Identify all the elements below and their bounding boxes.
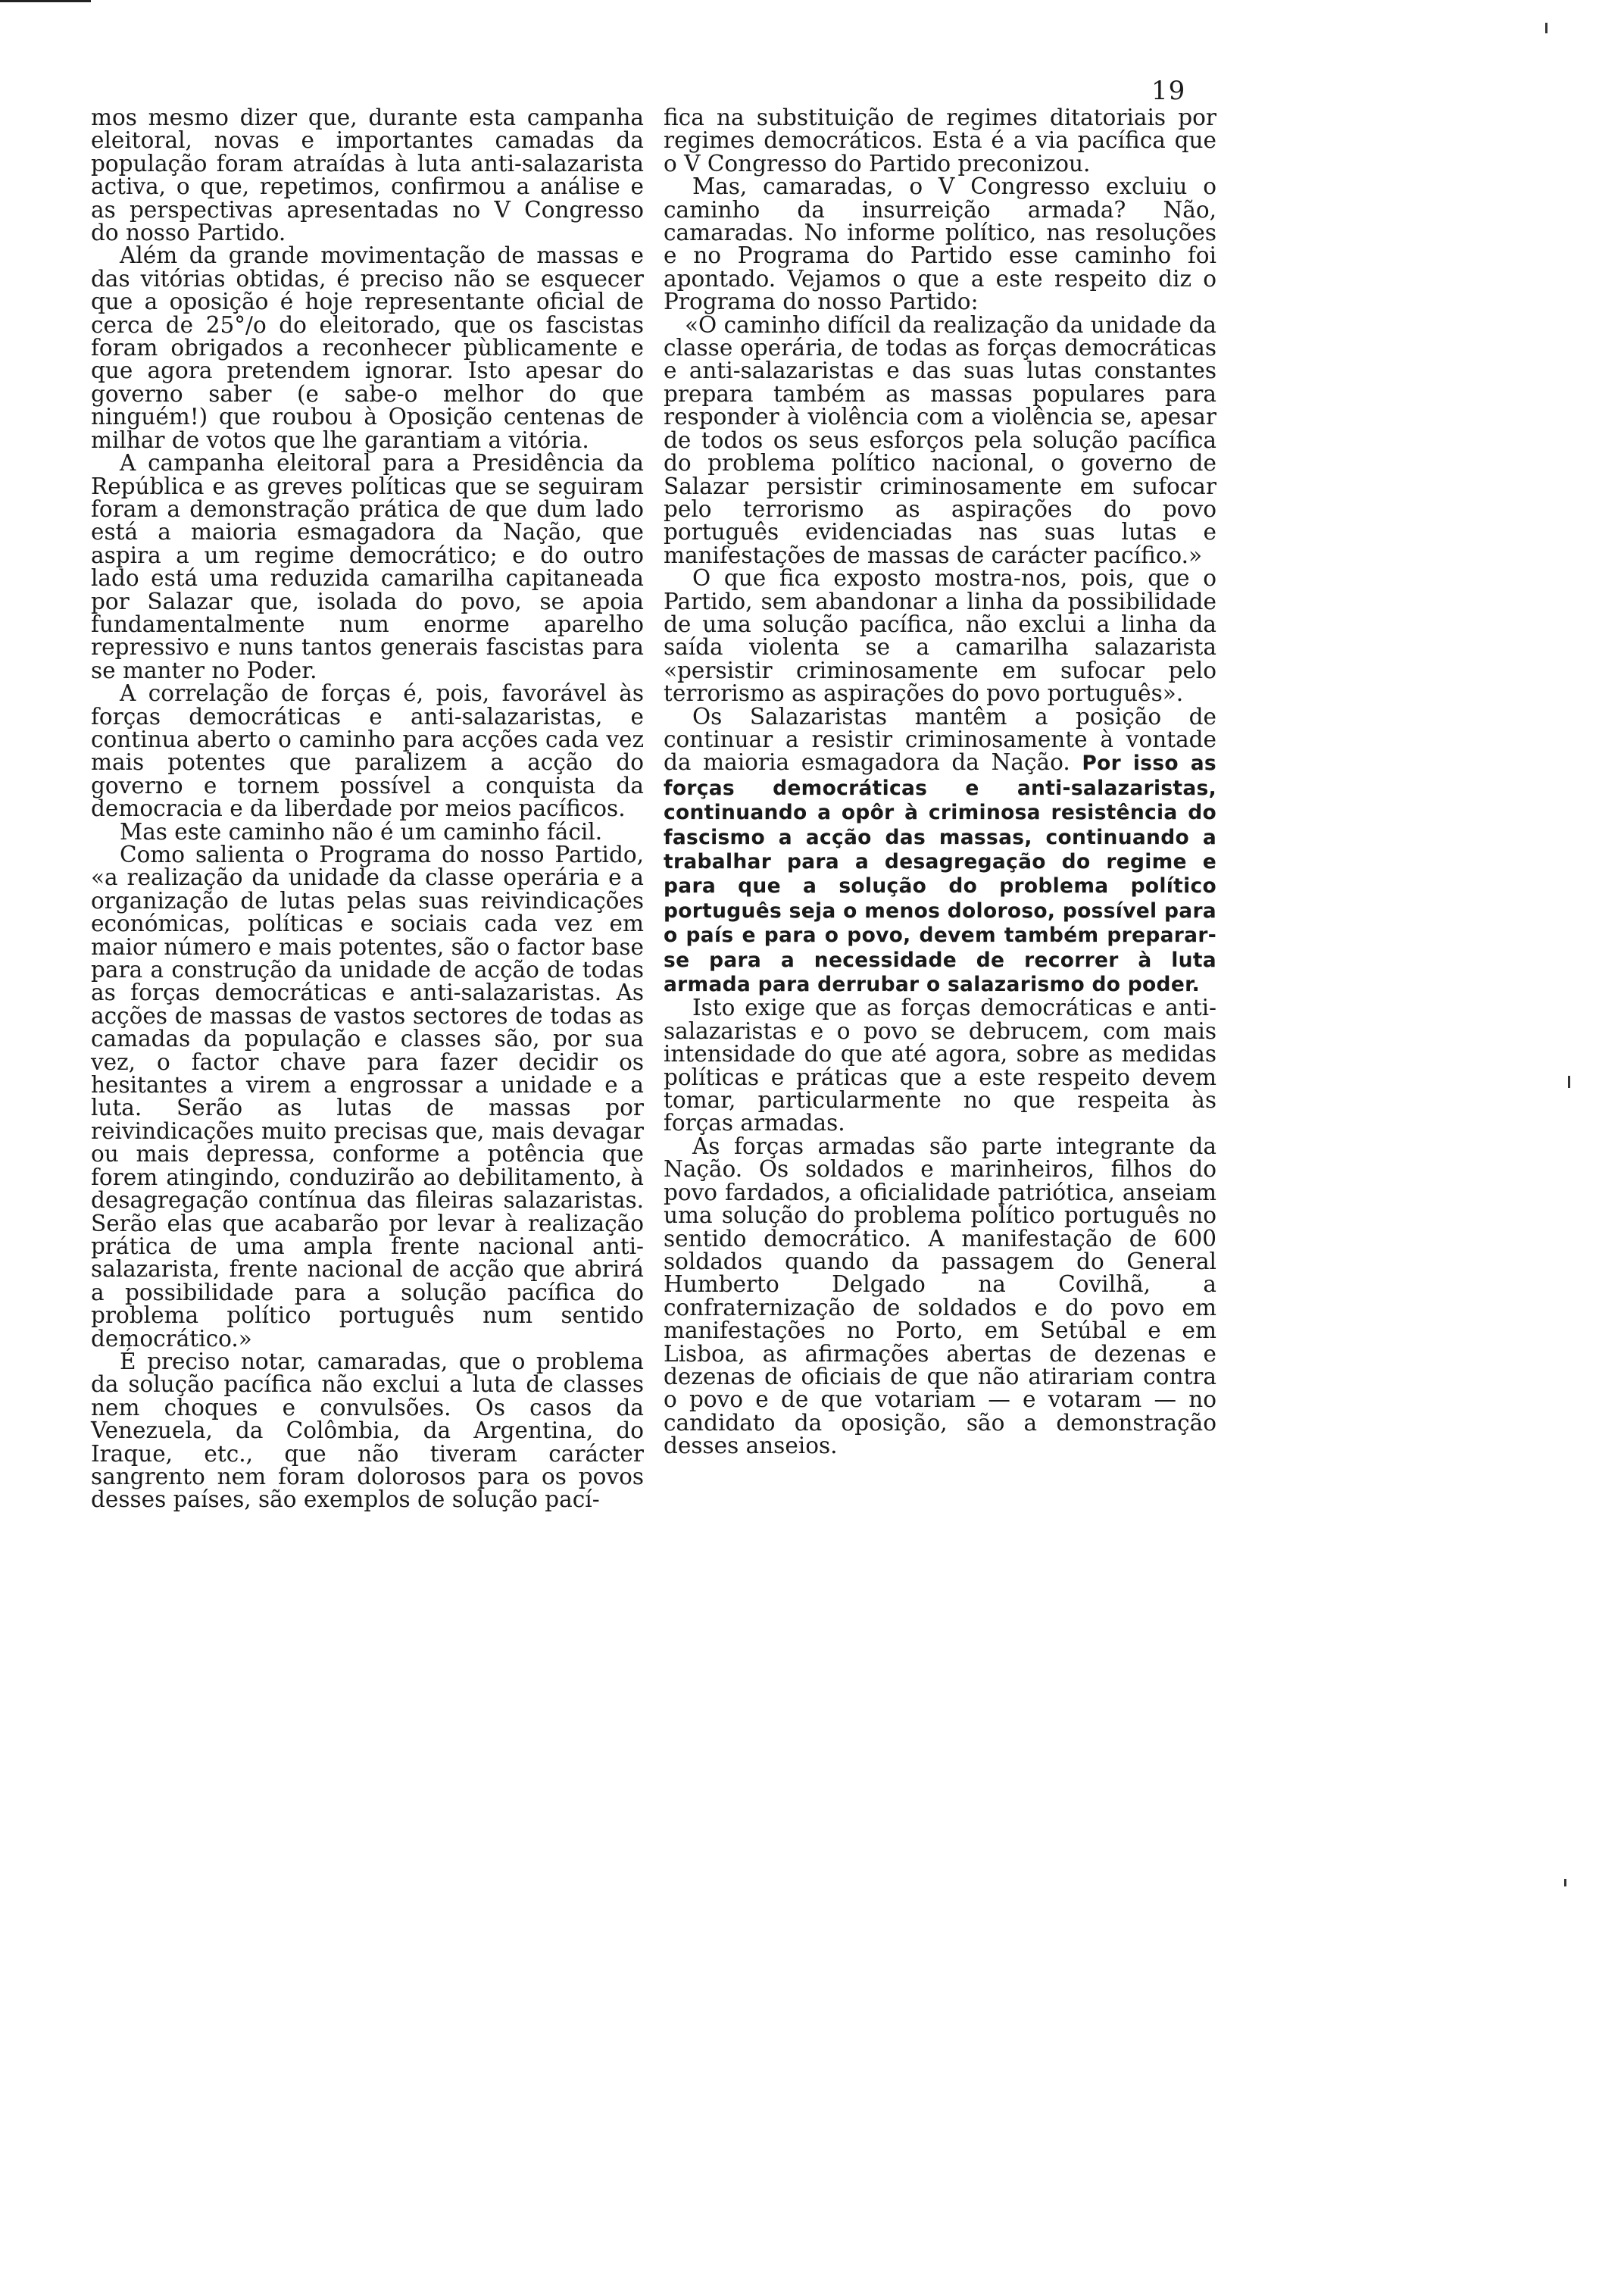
right-paragraph: fica na substituição de regimes ditatoriais por regimes democráticos. Esta é a via pacífica que o V Congresso do Partido preconizou. <box>664 105 1216 177</box>
right-paragraph-text: Os Salazaristas mantêm a posição de continuar a resistir criminosamente à vontade da maioria esmagadora da Nação. <box>664 703 1216 776</box>
scan-margin-mark <box>1568 1076 1570 1088</box>
program-quote: «O caminho difícil da realização da unidade da classe operária, de todas as forças democráticas e anti-salazaristas e das suas lutas constantes prepara também as massas populares para responder à violência com a violência se, apesar de todos os seus esforços pela solução pacífica do problema político nacional, o governo de Salazar persistir criminosamente em sufocar pelo terrorismo as aspirações do povo português evidenciadas nas suas lutas e manifestações de massas de carácter pacífico.» <box>664 311 1216 568</box>
right-paragraph: O que fica exposto mostra-nos, pois, que o Partido, sem abandonar a linha da possibilidade de uma solução pacífica, não exclui a linha da saída violenta se a camarilha salazarista «persistir criminosamente em sufocar pelo terrorismo as aspirações do povo português». <box>664 565 1216 707</box>
right-paragraph: Isto exige que as forças democráticas e anti-salazaristas e o povo se debrucem, com mais intensidade do que até agora, sobre as medidas políticas e práticas que a este respeito devem tomar, particularmente no que respeita às forças armadas. <box>664 995 1216 1136</box>
left-paragraph: É preciso notar, camaradas, que o problema da solução pacífica não exclui a luta de classes nem choques e convulsões. Os casos da Venezuela, da Colômbia, da Argentina, do Iraque, etc., que não tiveram carácter sangrento nem foram dolorosos para os povos desses países, são exemplos de solução pací- <box>91 1348 644 1513</box>
right-paragraph: As forças armadas são parte integrante da Nação. Os soldados e marinheiros, filhos do povo fardados, a oficialidade patriótica, anseiam uma solução do problema político português no sentido democrático. A manifestação de 600 soldados quando da passagem do General Humberto Delgado na Covilhã, a confraternização de soldados e do povo em manifestações no Porto, em Setúbal e em Lisboa, as afirmações abertas de dezenas e dezenas de oficiais de que não atirariam contra o povo e de que votariam — e votaram — no candidato da oposição, são a demonstração desses anseios. <box>664 1133 1216 1459</box>
left-paragraph: A campanha eleitoral para a Presidência da República e as greves políticas que se seguiram foram a demonstração prática de que dum lado está a maioria esmagadora da Nação, que aspira a um regime democrático; e do outro lado está uma reduzida camarilha capitaneada por Salazar que, isolada do povo, se apoia fundamentalmente num enorme aparelho repressivo e nuns tantos generais fascistas para se manter no Poder. <box>91 450 644 683</box>
left-paragraph: A correlação de forças é, pois, favorável às forças democráticas e anti-salazaristas, e continua aberto o caminho para acções cada vez mais potentes que paralizem a acção do governo e tornem possível a conquista da democracia e da liberdade por meios pacíficos. <box>91 680 644 822</box>
right-column <box>664 106 1216 1458</box>
left-paragraph: Além da grande movimentação de massas e das vitórias obtidas, é preciso não se esquecer que a oposição é hoje representante oficial de cerca de 25°/o do eleitorado, que os fascistas foram obrigados a reconhecer pùblicamente e que agora pretendem ignorar. Isto apesar do governo saber (e sabe-o melhor do que ninguém!) que roubou à Oposição centenas de milhar de votos que lhe garantiam a vitória. <box>91 242 644 453</box>
right-paragraph: Mas, camaradas, o V Congresso excluiu o caminho da insurreição armada? Não, camaradas. No informe político, nas resoluções e no Programa do Partido esse caminho foi apontado. Vejamos o que a este respeito diz o Programa do nosso Partido: <box>664 173 1216 315</box>
left-paragraph: mos mesmo dizer que, durante esta campanha eleitoral, novas e importantes camadas da população foram atraídas à luta anti-salazarista activa, o que, repetimos, confirmou a análise e as perspectivas apresentadas no V Congresso do nosso Partido. <box>91 105 644 246</box>
bold-emphasis: Por isso as forças democráticas e anti-salazaristas, continuando a opôr à criminosa resistência do fascismo a acção das massas, continuando a trabalhar para a desagregação do regime e para que a solução do problema político português seja o menos doloroso, possível para o país e para o povo, devem também preparar-se para a necessidade de recorrer à luta armada para derrubar o salazarismo do poder. <box>664 752 1216 997</box>
left-column <box>91 106 644 1511</box>
scan-margin-mark <box>1564 1879 1566 1886</box>
right-paragraph <box>664 705 1216 997</box>
page-number: 19 <box>1151 76 1186 106</box>
scan-margin-mark <box>1545 23 1547 33</box>
left-paragraph: Mas este caminho não é um caminho fácil. <box>120 818 603 845</box>
left-paragraph: Como salienta o Programa do nosso Partido, «a realização da unidade da classe operária e a organização de lutas pelas suas reivindicações económicas, políticas e sociais cada vez em maior número e mais potentes, são o factor base para a construção da unidade de acção de todas as forças democráticas e anti-salazaristas. As acções de massas de vastos sectores de todas as camadas da população e classes são, por sua vez, o factor chave para fazer decidir os hesitantes a virem a engrossar a unidade e a luta. Serão as lutas de massas por reivindicações muito precisas que, mais devagar ou mais depressa, conforme a potência que forem atingindo, conduzirão ao debilitamento, à desagregação contínua das fileiras salazaristas. Serão elas que acabarão por levar à realização prática de uma ampla frente nacional anti-salazarista, frente nacional de acção que abrirá a possibilidade para a solução pacífica do problema político português num sentido democrático.» <box>91 842 644 1352</box>
scan-corner-line <box>0 0 91 2</box>
